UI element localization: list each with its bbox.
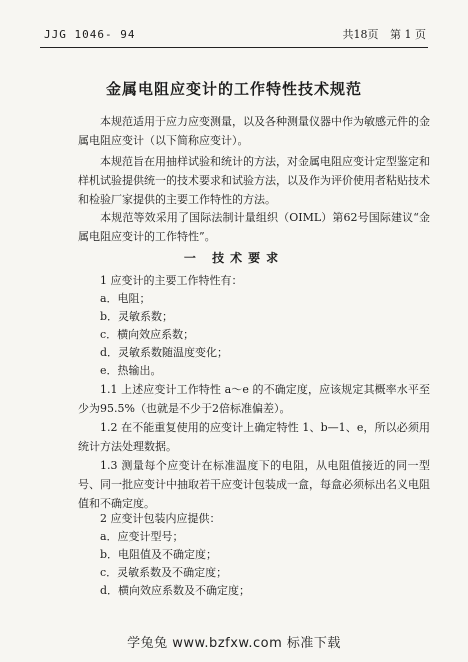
footer-watermark: 学兔兔 www.bzfxw.com 标准下载 <box>127 636 341 651</box>
page-info <box>335 26 427 44</box>
item-2: 2 应变计包装内应提供： <box>100 512 221 525</box>
intro-paragraph-3 <box>78 208 430 246</box>
section-heading: 一 技术要求 <box>183 251 285 265</box>
intro-text-1: 本规范适用于应力应变测量，以及各种测量仪器中作为敏感元件的金属电阻应变计（以下简称应变计）。 <box>78 115 430 147</box>
standard-number: JJG 1046- 94 <box>44 28 136 41</box>
item-2-d: d．横向效应系数及不确定度； <box>100 584 251 597</box>
intro-text-3: 本规范等效采用了国际法制计量组织（OIML）第62号国际建议“金属电阻应变计的工作特性”。 <box>78 211 430 243</box>
clause-1-1-text: 1.1 上述应变计工作特性 a～e 的不确定度，应该规定其概率水平至少为95.5%（也就是不少于2倍标准偏差）。 <box>78 383 430 415</box>
item-1-e: e．热输出。 <box>100 364 162 377</box>
item-1-c: c．横向效应系数； <box>100 328 195 341</box>
clause-1-3-text: 1.3 测量每个应变计在标准温度下的电阻，从电阻值接近的同一型号、同一批应变计中抽取若干应变计包装成一盒，每盒必须标出名义电阻值和不确定度。 <box>78 459 430 510</box>
page-number: 第 1 页 <box>390 28 426 41</box>
total-pages: 共18页 <box>342 28 379 41</box>
item-1-b: b．灵敏系数； <box>100 310 174 323</box>
item-2-a: a．应变计型号； <box>100 530 184 543</box>
intro-paragraph-2 <box>78 152 430 209</box>
item-2-b: b．电阻值及不确定度； <box>100 548 218 561</box>
intro-paragraph-1 <box>78 112 430 150</box>
item-2-c: c．灵敏系数及不确定度； <box>100 566 228 579</box>
clause-1-2 <box>78 418 430 456</box>
item-1-a: a．电阻； <box>100 292 151 305</box>
clause-1-3 <box>78 456 430 513</box>
clause-1-1 <box>78 380 430 418</box>
clause-1-2-text: 1.2 在不能重复使用的应变计上确定特性 1、b—1、e，所以必须用统计方法处理数据。 <box>78 421 430 453</box>
header-rule <box>40 47 428 48</box>
document-title: 金属电阻应变计的工作特性技术规范 <box>105 80 362 98</box>
item-1: 1 应变计的主要工作特性有： <box>100 274 243 287</box>
item-1-d: d．灵敏系数随温度变化； <box>100 346 229 359</box>
page-header <box>44 26 426 44</box>
intro-text-2: 本规范旨在用抽样试验和统计的方法，对金属电阻应变计定型鉴定和样机试验提供统一的技术要求和试验方法，以及作为评价使用者粘贴技术和检验厂家提供的主要工作特性的方法。 <box>78 155 430 206</box>
